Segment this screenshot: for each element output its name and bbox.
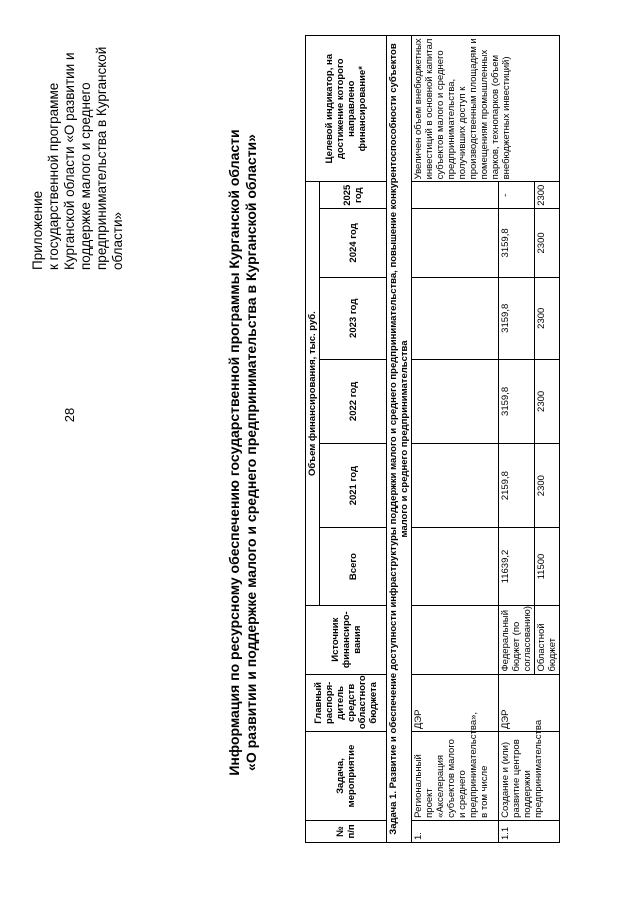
row-2024: 2300 bbox=[535, 209, 560, 278]
header-funding-group: Объем финансирования, тыс. руб. bbox=[306, 182, 320, 605]
header-year-2025: 2025 год bbox=[320, 182, 387, 209]
row-num: 1. bbox=[412, 820, 499, 842]
appendix-line: к государственной программе bbox=[46, 82, 61, 270]
row-source: Областной бюджет bbox=[535, 605, 560, 674]
header-year-2024: 2024 год bbox=[320, 209, 387, 278]
row-total: 11639,2 bbox=[499, 528, 535, 606]
row-2025: 2300 bbox=[535, 182, 560, 209]
row-executor: ДЭР bbox=[499, 674, 560, 732]
header-target: Целевой индикатор, на достижение которого направлено финансирование* bbox=[306, 36, 387, 182]
header-year-2022: 2022 год bbox=[320, 359, 387, 443]
appendix-line: Приложение bbox=[30, 190, 45, 270]
row-name: Региональный проект «Акселерация субъектов малого и среднего предпринимательства», в том числе bbox=[412, 732, 499, 821]
funding-table bbox=[305, 35, 560, 843]
table-row bbox=[412, 36, 499, 843]
row-2022: 3159,8 bbox=[499, 359, 535, 443]
row-target: Увеличен объем внебюджетных инвестиций в основной капитал субъектов малого и среднего предпринимательства, получивших доступ к производственным площадям и помещениям промышленных парков, технопарков (объем внебюджетных инвестиций) bbox=[412, 36, 560, 182]
header-year-2021: 2021 год bbox=[320, 444, 387, 528]
row-2021: 2159,8 bbox=[499, 444, 535, 528]
row-num: 1.1 bbox=[499, 820, 560, 842]
header-source: Источник финансиро-вания bbox=[306, 605, 387, 674]
row-2024: 3159,8 bbox=[499, 209, 535, 278]
row-2023: 3159,8 bbox=[499, 277, 535, 359]
row-2022: 2300 bbox=[535, 359, 560, 443]
title-line: Информация по ресурсному обеспечению государственной программы Курганской области bbox=[226, 129, 242, 776]
appendix-line: поддержке малого и среднего bbox=[78, 82, 93, 270]
row-2025: - bbox=[499, 182, 535, 209]
row-source: Федеральный бюджет (по согласованию) bbox=[499, 605, 535, 674]
row-executor: ДЭР bbox=[412, 674, 499, 732]
document-title bbox=[226, 20, 260, 885]
header-year-2023: 2023 год bbox=[320, 277, 387, 359]
task-row bbox=[387, 36, 412, 843]
header-num: № п/п bbox=[306, 820, 387, 842]
appendix-note bbox=[30, 10, 126, 270]
header-executor: Главный распоря-дитель средств областного бюджета bbox=[306, 674, 387, 732]
header-total: Всего bbox=[320, 528, 387, 606]
row-name: Создание и (или) развитие центров поддержки предпринимательства bbox=[499, 732, 560, 821]
table-header-row bbox=[306, 36, 320, 843]
appendix-line: области» bbox=[110, 211, 125, 270]
page-number: 28 bbox=[62, 407, 77, 423]
row-2023: 2300 bbox=[535, 277, 560, 359]
appendix-line: Курганской области «О развитии и bbox=[62, 52, 77, 270]
task-1-heading: Задача 1. Развитие и обеспечение доступности инфраструктуры поддержки малого и среднего предпринимательства, повышение конкурентоспособности субъектов малого и среднего предпринимательства bbox=[387, 36, 412, 843]
appendix-line: предпринимательства в Курганской bbox=[94, 46, 109, 270]
row-total: 11500 bbox=[535, 528, 560, 606]
row-2021: 2300 bbox=[535, 444, 560, 528]
title-line: «О развитии и поддержке малого и среднего предпринимательства в Курганской области» bbox=[243, 134, 259, 771]
header-task: Задача, мероприятие bbox=[306, 732, 387, 821]
